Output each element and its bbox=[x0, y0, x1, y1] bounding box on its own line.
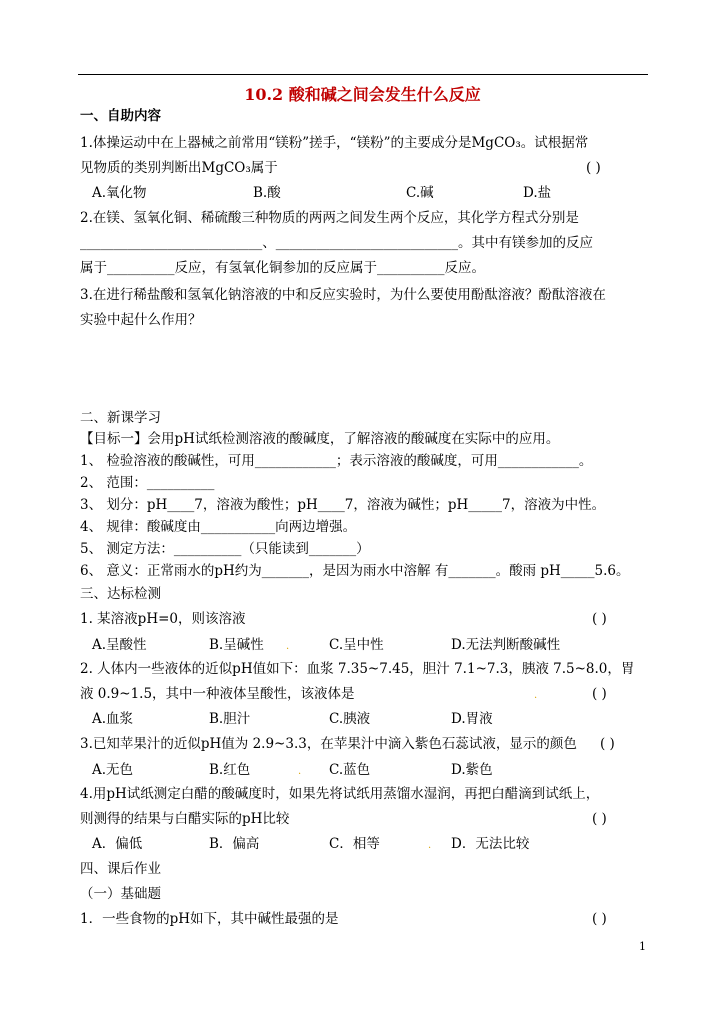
question-3-line-2: 实验中起什么作用？ bbox=[80, 312, 202, 328]
test-2-line-1: 2. 人体内一些液体的近似pH值如下：血浆 7.35~7.45，胆汁 7.1~7.3，胰液 7.5~8.0，胃 bbox=[80, 661, 635, 677]
test-4-options bbox=[92, 835, 652, 853]
question-1-line-2: 见物质的类别判断出MgCO₃属于 bbox=[80, 160, 278, 176]
section-heading-check: 三、达标检测 bbox=[80, 586, 161, 602]
option-c: C.碱 bbox=[406, 185, 434, 201]
new-item-2: 2、 范围：__________ bbox=[80, 475, 215, 491]
question-3-line-1: 3.在进行稀盐酸和氢氧化钠溶液的中和反应实验时，为什么要使用酚酞溶液？酚酞溶液在 bbox=[80, 287, 606, 303]
homework-1-answer-blank: ( ) bbox=[592, 911, 607, 927]
option-b: B.呈碱性 bbox=[209, 637, 264, 653]
option-a: A.血浆 bbox=[92, 711, 134, 727]
section-heading-self-study: 一、自助内容 bbox=[80, 108, 161, 124]
page-number: 1 bbox=[639, 940, 646, 953]
header-rule bbox=[78, 74, 648, 75]
test-4-line-1: 4.用pH试纸测定白醋的酸碱度时，如果先将试纸用蒸馏水湿润，再把白醋滴到试纸上， bbox=[80, 786, 600, 802]
homework-1-text: 1．一些食物的pH如下，其中碱性最强的是 bbox=[80, 911, 339, 927]
question-1-answer-blank: ( ) bbox=[586, 160, 601, 176]
test-1-answer-blank: ( ) bbox=[592, 611, 607, 627]
option-d: D.紫色 bbox=[451, 762, 493, 778]
option-c: C.胰液 bbox=[329, 711, 371, 727]
option-c: C.呈中性 bbox=[329, 637, 384, 653]
option-b: B.胆汁 bbox=[209, 711, 251, 727]
test-1-options bbox=[92, 636, 652, 654]
option-b: B.酸 bbox=[253, 185, 281, 201]
subsection-basic: （一）基础题 bbox=[80, 886, 161, 902]
test-2-answer-blank: ( ) bbox=[592, 686, 607, 702]
test-3-text: 3.已知苹果汁的近似pH值为 2.9~3.3，在苹果汁中滴入紫色石蕊试液，显示的颜色 bbox=[80, 736, 577, 752]
stray-mark: . bbox=[534, 690, 538, 701]
test-4-line-2: 则测得的结果与白醋实际的pH比较 bbox=[80, 811, 290, 827]
question-2-line-1: 2.在镁、氢氧化铜、稀硫酸三种物质的两两之间发生两个反应，其化学方程式分别是 bbox=[80, 210, 579, 226]
new-item-3: 3、 划分：pH____7，溶液为酸性；pH____7，溶液为碱性；pH_____7，溶液为中性。 bbox=[80, 497, 606, 513]
question-2-line-3: 属于__________反应，有氢氧化铜参加的反应属于__________反应。 bbox=[80, 260, 485, 276]
new-item-4: 4、 规律：酸碱度由___________向两边增强。 bbox=[80, 519, 357, 535]
page-title: 10.2 酸和碱之间会发生什么反应 bbox=[244, 85, 481, 104]
stray-mark: . bbox=[428, 840, 432, 851]
option-b: B.红色 bbox=[209, 762, 251, 778]
test-3-answer-blank: ( ) bbox=[600, 736, 615, 752]
new-item-5: 5、 测定方法：__________（只能读到_______） bbox=[80, 541, 370, 557]
section-heading-homework: 四、课后作业 bbox=[80, 861, 161, 877]
new-item-1: 1、 检验溶液的酸碱性，可用____________；表示溶液的酸碱度，可用____________。 bbox=[80, 453, 593, 469]
new-item-6: 6、 意义：正常雨水的pH约为_______，是因为雨水中溶解 有_______。酸雨 pH_____5.6。 bbox=[80, 563, 630, 579]
test-2-line-2: 液 0.9~1.5，其中一种液体呈酸性，该液体是 bbox=[80, 686, 355, 702]
question-1-options bbox=[92, 184, 652, 202]
option-d: D．无法比较 bbox=[451, 836, 530, 852]
test-3-options bbox=[92, 761, 652, 779]
section-heading-new-lesson: 二、新课学习 bbox=[80, 410, 161, 426]
stray-mark: . bbox=[298, 766, 302, 777]
option-c: C.蓝色 bbox=[329, 762, 371, 778]
test-1-text: 1. 某溶液pH=0，则该溶液 bbox=[80, 611, 246, 627]
option-a: A.呈酸性 bbox=[92, 637, 147, 653]
option-b: B．偏高 bbox=[209, 836, 260, 852]
question-1-line-1: 1.体操运动中在上器械之前常用“镁粉”搓手，“镁粉”的主要成分是MgCO₃。试根据常 bbox=[80, 135, 589, 151]
test-4-answer-blank: ( ) bbox=[592, 811, 607, 827]
test-2-options bbox=[92, 710, 652, 728]
option-a: A.无色 bbox=[92, 762, 134, 778]
stray-mark: . bbox=[286, 641, 290, 652]
option-a: A．偏低 bbox=[92, 836, 143, 852]
learning-goal: 【目标一】会用pH试纸检测溶液的酸碱度，了解溶液的酸碱度在实际中的应用。 bbox=[80, 431, 560, 447]
option-d: D.胃液 bbox=[451, 711, 493, 727]
option-d: D.盐 bbox=[523, 185, 552, 201]
question-2-line-2: ___________________________、___________________________。其中有镁参加的反应 bbox=[80, 235, 593, 251]
option-d: D.无法判断酸碱性 bbox=[451, 637, 561, 653]
option-a: A.氧化物 bbox=[92, 185, 147, 201]
option-c: C．相等 bbox=[329, 836, 380, 852]
